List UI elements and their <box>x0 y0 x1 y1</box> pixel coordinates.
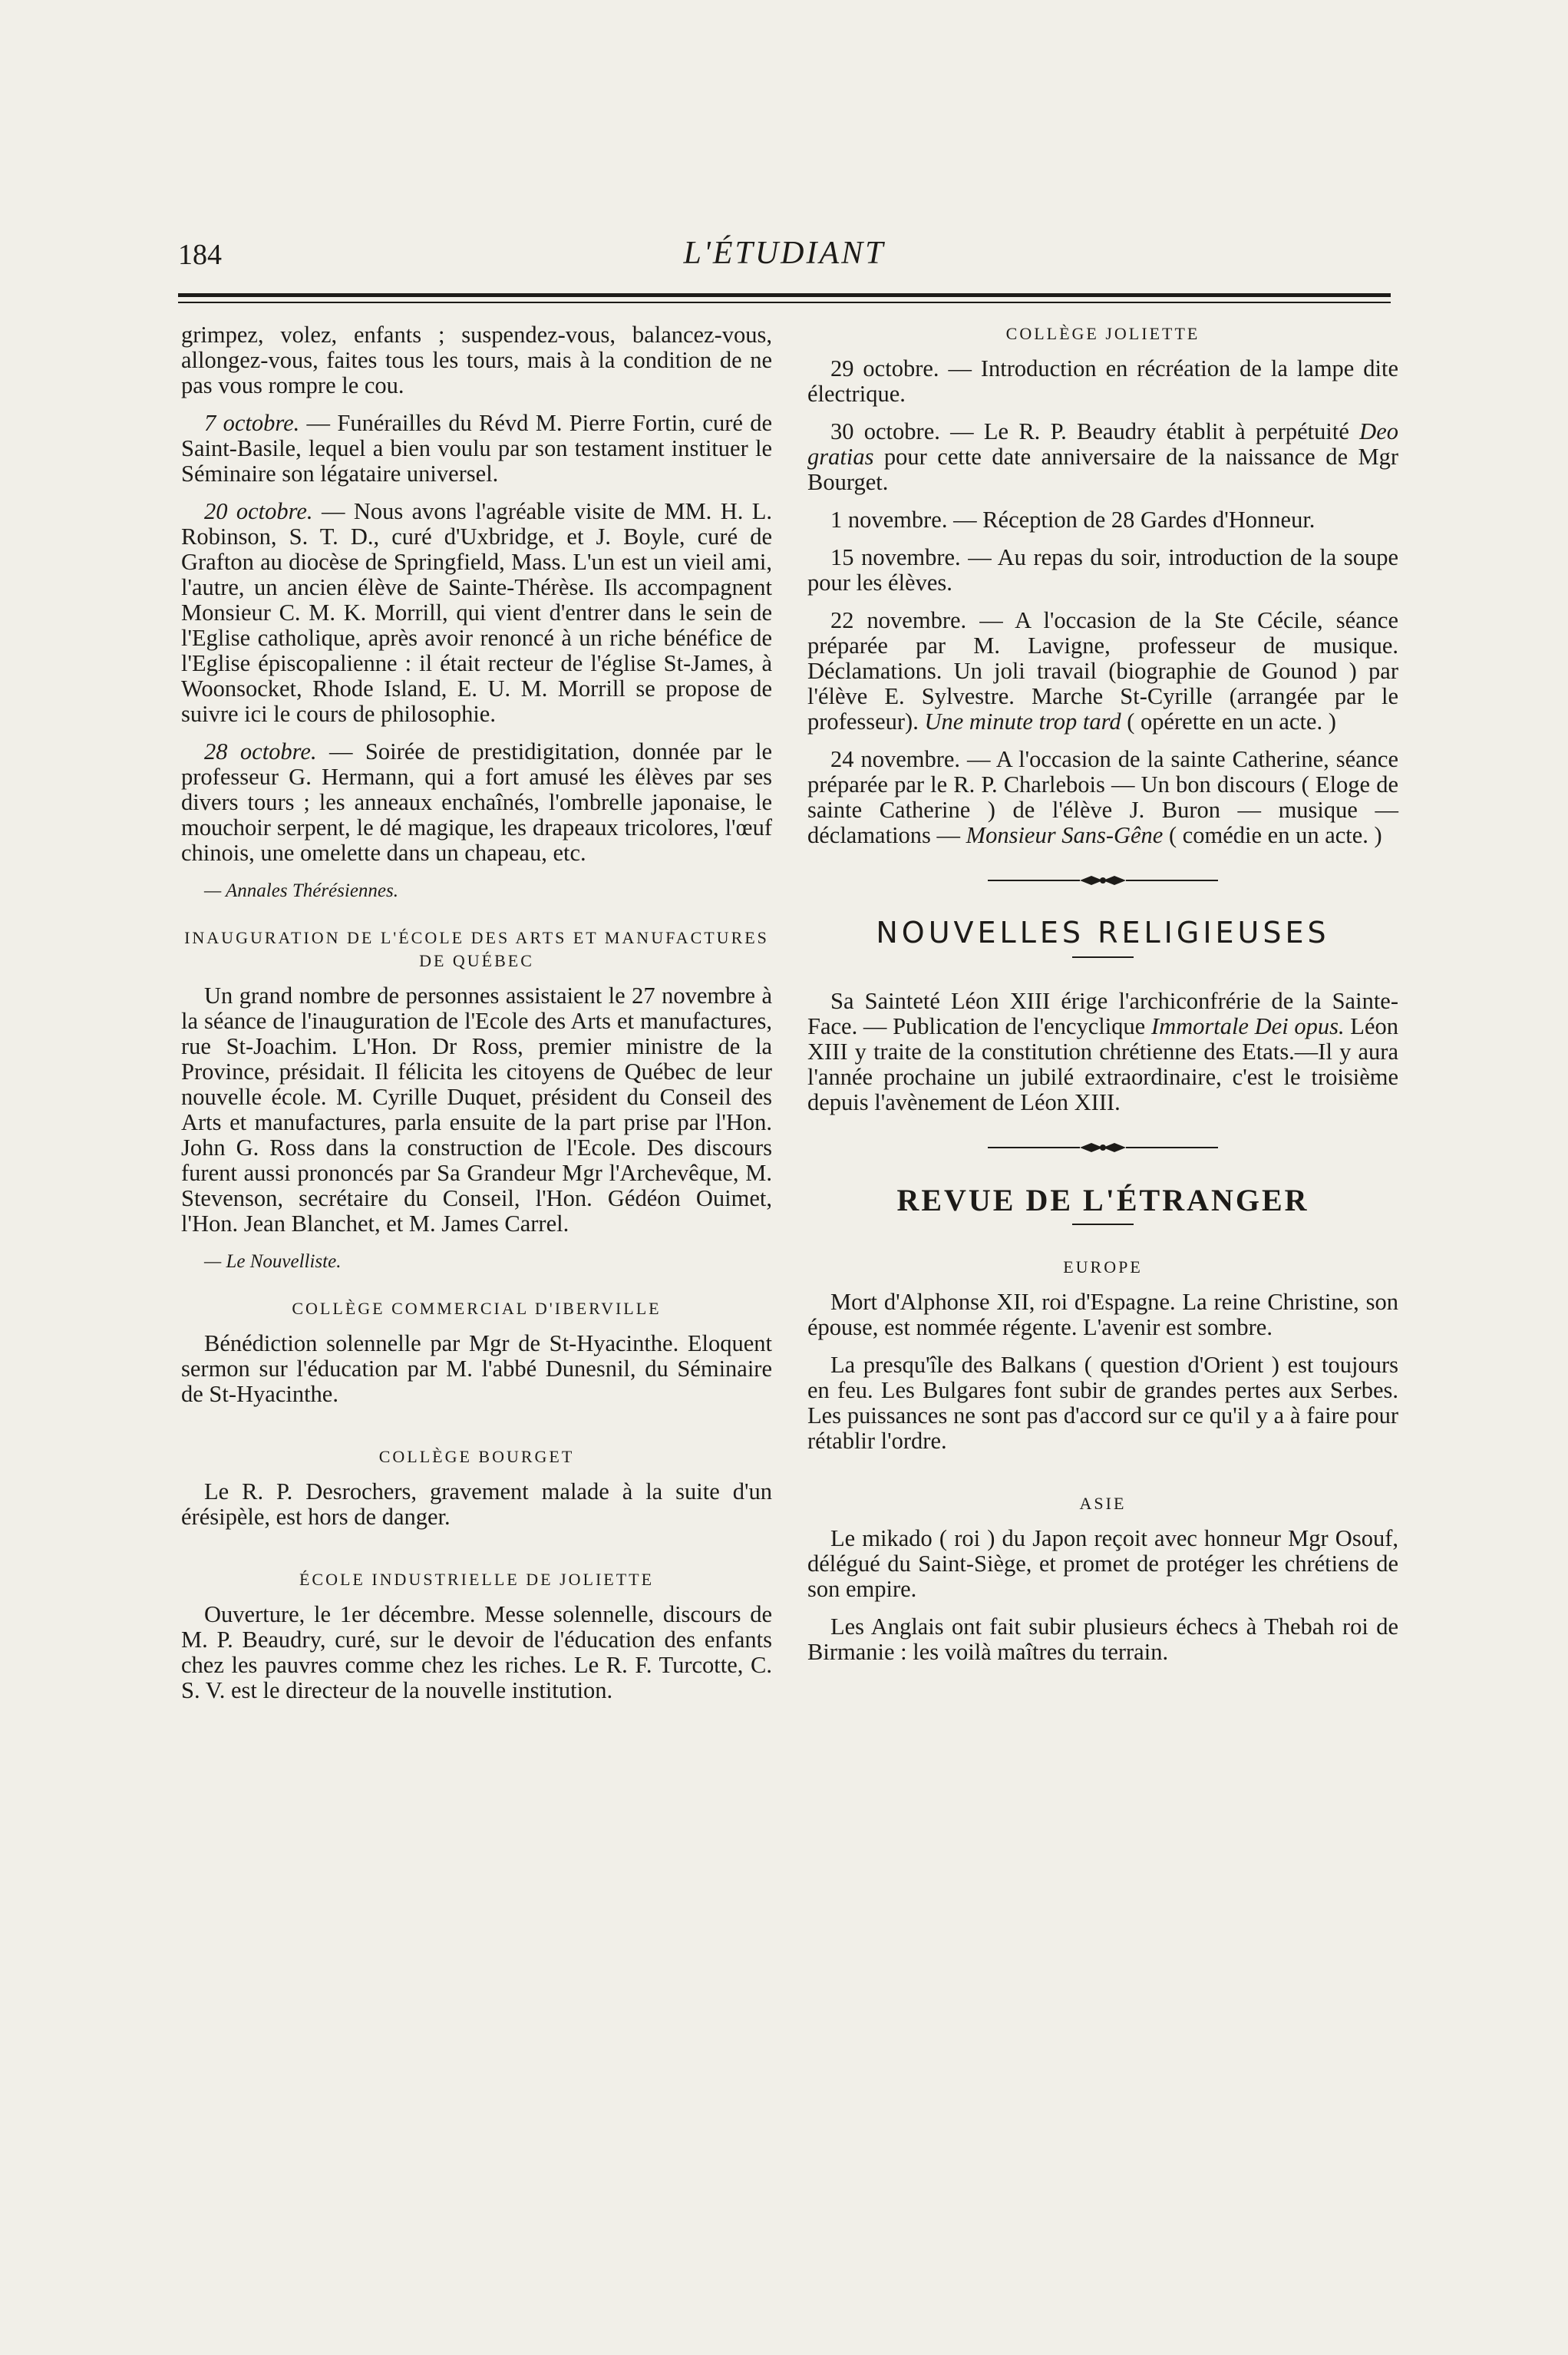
paragraph: Mort d'Alphonse XII, roi d'Espagne. La reine Christine, son épouse, est nommée régente. L'avenir est sombre. <box>807 1289 1398 1340</box>
header-rule-thick <box>178 293 1391 297</box>
paragraph: Le mikado ( roi ) du Japon reçoit avec honneur Mgr Osouf, délégué du Saint-Siège, et promet de protéger les chrétiens de son empire. <box>807 1525 1398 1602</box>
paragraph: 30 octobre. — Le R. P. Beaudry établit à perpétuité Deo gratias pour cette date anniversaire de la naissance de Mgr Bourget. <box>807 418 1398 495</box>
section-heading: COLLÈGE BOURGET <box>378 1447 575 1466</box>
entry-date: 7 octobre. <box>204 410 300 436</box>
paragraph: Sa Sainteté Léon XIII érige l'archiconfrérie de la Sainte-Face. — Publication de l'encyclique Immortale Dei opus. Léon XIII y traite de la constitution chrétienne des Etats.—Il y aura l'année prochaine un jubilé extraordinaire, c'est le troisième depuis l'avènement de Léon XIII. <box>807 988 1398 1115</box>
source-attribution: — Annales Thérésiennes. <box>204 880 398 901</box>
paragraph: 15 novembre. — Au repas du soir, introduction de la soupe pour les élèves. <box>807 544 1398 596</box>
paragraph: Bénédiction solennelle par Mgr de St-Hyacinthe. Eloquent sermon sur l'éducation par M. l'abbé Dunesnil, du Séminaire de St-Hyacinthe. <box>181 1330 772 1407</box>
section-heading-nouvelles: NOUVELLES RELIGIEUSES <box>876 916 1330 950</box>
paragraph: Le R. P. Desrochers, gravement malade à la suite d'un érésipèle, est hors de danger. <box>181 1478 772 1530</box>
paragraph: 24 novembre. — A l'occasion de la sainte Catherine, séance préparée par le R. P. Charlebois — Un bon discours ( Eloge de sainte Catherine ) de l'élève J. Buron — musique — déclamations — Monsieur Sans-Gêne ( comédie en un acte. ) <box>807 746 1398 848</box>
paragraph: 7 octobre. — Funérailles du Révd M. Pierre Fortin, curé de Saint-Basile, lequel a bien voulu par son testament instituer le Séminaire son légataire universel. <box>181 410 772 487</box>
paragraph: grimpez, volez, enfants ; suspendez-vous, balancez-vous, allongez-vous, faites tous les tours, mais à la condition de ne pas vous rompre le cou. <box>181 322 772 398</box>
page-header <box>178 230 1391 284</box>
page-number: 184 <box>178 239 222 271</box>
paragraph: 28 octobre. — Soirée de prestidigitation, donnée par le professeur G. Hermann, qui a fort amusé les élèves par ses divers tours ; les anneaux enchaînés, l'ombrelle japonaise, le mouchoir serpent, le dé magique, les drapeaux tricolores, l'œuf chinois, une omelette dans un chapeau, etc. <box>181 738 772 866</box>
ornament-divider <box>988 1138 1218 1157</box>
paragraph: Un grand nombre de personnes assistaient le 27 novembre à la séance de l'inauguration de l'Ecole des Arts et manufactures, rue St-Joachim. L'Hon. Dr Ross, premier ministre de la Province, présidait. Il félicita les citoyens de Québec de leur nouvelle école. M. Cyrille Duquet, président du Conseil des Arts et manufactures, parla ensuite de la part prise par l'Hon. John G. Ross dans la construction de l'Ecole. Des discours furent aussi prononcés par Sa Grandeur Mgr l'Archevêque, M. Stevenson, secrétaire du Conseil, l'Hon. Gédéon Ouimet, l'Hon. Jean Blanchet, et M. James Carrel. <box>181 983 772 1237</box>
section-heading: COLLÈGE JOLIETTE <box>1005 324 1200 343</box>
running-title: L'ÉTUDIANT <box>683 236 886 271</box>
entry-date: 20 octobre. <box>204 498 313 524</box>
section-heading: COLLÈGE COMMERCIAL D'IBERVILLE <box>292 1299 662 1318</box>
paragraph: 20 octobre. — Nous avons l'agréable visite de MM. H. L. Robinson, S. T. D., curé d'Uxbridge, et J. Boyle, curé de Grafton au diocèse de Springfield, Mass. L'un est un vieil ami, l'autre, un ancien élève de Sainte-Thérèse. Ils accompagnent Monsieur C. M. K. Morrill, qui vient d'entrer dans le sein de l'Eglise catholique, après avoir renoncé à un riche bénéfice de l'Eglise épiscopalienne : il était recteur de l'église St-James, à Woonsocket, Rhode Island, E. U. M. Morrill se propose de suivre ici le cours de philosophie. <box>181 498 772 727</box>
section-heading: INAUGURATION DE L'ÉCOLE DES ARTS ET MANUFACTURES DE QUÉBEC <box>184 928 769 970</box>
paragraph: Les Anglais ont fait subir plusieurs échecs à Thebah roi de Birmanie : les voilà maîtres du terrain. <box>807 1613 1398 1665</box>
short-rule <box>1072 956 1134 958</box>
ornament-divider <box>988 871 1218 890</box>
source-attribution: — Le Nouvelliste. <box>204 1251 342 1272</box>
short-rule <box>1072 1224 1134 1225</box>
paragraph: Ouverture, le 1er décembre. Messe solennelle, discours de M. P. Beaudry, curé, sur le devoir de l'éducation des enfants chez les pauvres comme chez les riches. Le R. F. Turcotte, C. S. V. est le directeur de la nouvelle institution. <box>181 1601 772 1703</box>
paragraph: La presqu'île des Balkans ( question d'Orient ) est toujours en feu. Les Bulgares font subir de grandes pertes aux Serbes. Les puissances ne sont pas d'accord sur ce qu'il y a à faire pour rétablir l'ordre. <box>807 1352 1398 1454</box>
left-column <box>181 322 772 1716</box>
subsection-heading: ASIE <box>1079 1494 1127 1513</box>
header-rule-thin <box>178 302 1391 303</box>
entry-date: 28 octobre. <box>204 738 317 765</box>
paragraph: 29 octobre. — Introduction en récréation de la lampe dite électrique. <box>807 355 1398 407</box>
section-heading: ÉCOLE INDUSTRIELLE DE JOLIETTE <box>299 1570 655 1589</box>
section-heading-revue: REVUE DE L'ÉTRANGER <box>896 1183 1309 1217</box>
paragraph: 1 novembre. — Réception de 28 Gardes d'Honneur. <box>830 507 1315 533</box>
subsection-heading: EUROPE <box>1063 1257 1143 1277</box>
paragraph: 22 novembre. — A l'occasion de la Ste Cécile, séance préparée par M. Lavigne, professeur de musique. Déclamations. Un joli travail (biographie de Gounod ) par l'élève E. Sylvestre. Marche St-Cyrille (arrangée par le professeur). Une minute trop tard ( opérette en un acte. ) <box>807 607 1398 735</box>
right-column <box>807 322 1398 1677</box>
